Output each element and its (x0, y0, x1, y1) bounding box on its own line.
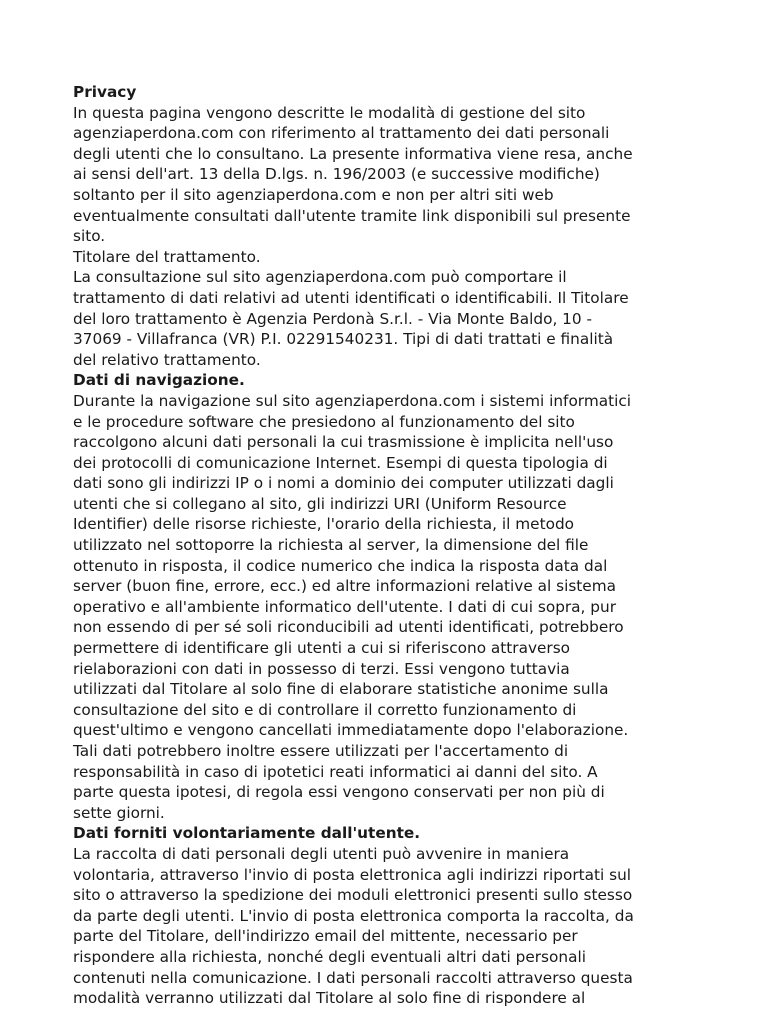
text-line: Titolare del trattamento. (73, 247, 261, 266)
text-line: sette giorni. (73, 803, 165, 822)
text-line: soltanto per il sito agenziaperdona.com e non per altri siti web (73, 185, 554, 204)
text-line: quest'ultimo e vengono cancellati immediatamente dopo l'elaborazione. (73, 721, 629, 740)
text-line: operativo e all'ambiente informatico dell'utente. I dati di cui sopra, pur (73, 597, 616, 616)
section-heading: Dati forniti volontariamente dall'utente. (73, 824, 421, 843)
document-body (73, 82, 698, 1009)
text-line: server (buon fine, errore, ecc.) ed altre informazioni relative al sistema (73, 577, 616, 596)
text-line: contenuti nella comunicazione. I dati personali raccolti attraverso questa (73, 968, 633, 987)
section-heading: Privacy (73, 83, 137, 101)
text-line: sito. (73, 227, 106, 246)
text-line: permettere di identificare gli utenti a cui si riferiscono attraverso (73, 639, 571, 658)
text-line: rielaborazioni con dati in possesso di terzi. Essi vengono tuttavia (73, 659, 570, 678)
text-line: La raccolta di dati personali degli utenti può avvenire in maniera (73, 844, 570, 863)
text-line: La consultazione sul sito agenziaperdona.com può comportare il (73, 268, 567, 287)
text-line: Identifier) delle risorse richieste, l'orario della richiesta, il metodo (73, 515, 575, 534)
text-line: dati sono gli indirizzi IP o i nomi a dominio dei computer utilizzati dagli (73, 474, 614, 493)
text-line: e le procedure software che presiedono al funzionamento del sito (73, 412, 575, 431)
text-line: In questa pagina vengono descritte le modalità di gestione del sito (73, 103, 586, 122)
text-line: del loro trattamento è Agenzia Perdonà S.r.l. - Via Monte Baldo, 10 - (73, 309, 593, 328)
text-line: eventualmente consultati dall'utente tramite link disponibili sul presente (73, 206, 631, 225)
text-line: agenziaperdona.com con riferimento al trattamento dei dati personali (73, 124, 610, 143)
text-line: responsabilità in caso di ipotetici reati informatici ai danni del sito. A (73, 762, 598, 781)
text-line: consultazione del sito e di controllare il corretto funzionamento di (73, 700, 577, 719)
text-line: non essendo di per sé soli riconducibili ad utenti identificati, potrebbero (73, 618, 624, 637)
text-line: trattamento di dati relativi ad utenti identificati o identificabili. Il Titolare (73, 288, 629, 307)
text-line: 37069 - Villafranca (VR) P.I. 02291540231. Tipi di dati trattati e finalità (73, 330, 614, 349)
text-line: Durante la navigazione sul sito agenziaperdona.com i sistemi informatici (73, 391, 632, 410)
section-heading: Dati di navigazione. (73, 371, 245, 390)
text-line: modalità verranno utilizzati dal Titolare al solo fine di rispondere al (73, 989, 586, 1008)
text-line: rispondere alla richiesta, nonché degli eventuali altri dati personali (73, 947, 586, 966)
text-line: utenti che si collegano al sito, gli indirizzi URI (Uniform Resource (73, 494, 567, 513)
text-line: utilizzato nel sottoporre la richiesta al server, la dimensione del file (73, 536, 589, 555)
text-line: degli utenti che lo consultano. La presente informativa viene resa, anche (73, 144, 633, 163)
text-line: sito o attraverso la spedizione dei moduli elettronici presenti sullo stesso (73, 886, 633, 905)
text-line: ai sensi dell'art. 13 della D.lgs. n. 196/2003 (e successive modifiche) (73, 165, 600, 184)
text-line: volontaria, attraverso l'invio di posta elettronica agli indirizzi riportati sul (73, 865, 632, 884)
text-line: parte questa ipotesi, di regola essi vengono conservati per non più di (73, 783, 605, 802)
text-line: ottenuto in risposta, il codice numerico che indica la risposta data dal (73, 556, 608, 575)
text-line: Tali dati potrebbero inoltre essere utilizzati per l'accertamento di (73, 742, 569, 760)
text-line: utilizzati dal Titolare al solo fine di elaborare statistiche anonime sulla (73, 680, 609, 699)
text-line: da parte degli utenti. L'invio di posta elettronica comporta la raccolta, da (73, 906, 634, 925)
text-line: dei protocolli di comunicazione Internet. Esempi di questa tipologia di (73, 453, 608, 472)
text-line: del relativo trattamento. (73, 350, 261, 369)
text-line: parte del Titolare, dell'indirizzo email del mittente, necessario per (73, 927, 578, 946)
text-line: raccolgono alcuni dati personali la cui trasmissione è implicita nell'uso (73, 433, 614, 452)
